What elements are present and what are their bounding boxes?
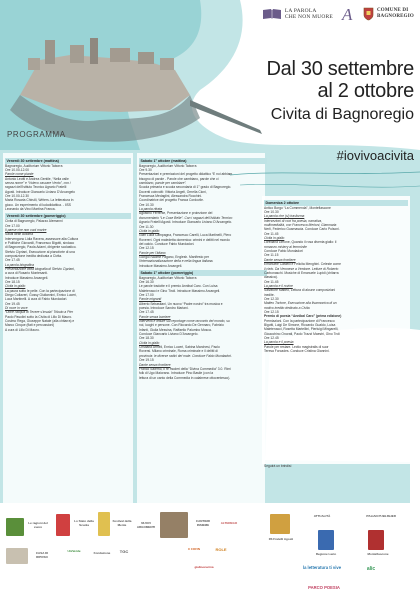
program-line: Conduce Fabio Mundadori: [264, 249, 303, 254]
program-line: Dante senza frontiere: [264, 257, 296, 262]
program-line: Ore 10.30: [264, 210, 279, 215]
logo1-line1: LA PAROLA: [284, 8, 317, 14]
title-place: Civita di Bagnoregio: [270, 106, 414, 123]
sponsor-2: Lo Stato della Scuola: [74, 519, 94, 527]
program-line: il cielo. Da Veronese a Verdone. Letture di Roberto: [264, 266, 339, 271]
program-line: Loredana Limone, Quando il rosa diventa giallo: il: [264, 240, 337, 245]
program-line: Ore 9.30: [139, 168, 152, 173]
program-line: Ore 18.15: [5, 279, 20, 284]
day-heading: Sabato 1° ottobre (pomeriggio): [139, 270, 267, 276]
program-line: Civita in giallo: [139, 340, 160, 345]
sponsor-13: gialloecucina: [194, 565, 214, 569]
program-line: Maria Rosaria Chirulli, Writers. La letteratura in: [5, 198, 74, 203]
program-line: Rovereri. Ogni maledetta domenica: crimini e delitti nel mondo: [139, 237, 230, 242]
program-line: Antonio Leotti e Andrea Gentile, “Nella valle: [5, 176, 69, 181]
program-line: Premiazioni. Con la partecipazione di Francesco: [264, 318, 335, 323]
program-line: Bagnoregio, Auditorium Vittorio Taborra: [139, 275, 197, 280]
program-line: Civita in giallo: [5, 284, 26, 289]
sponsor-1: Le ragioni del cuore: [28, 521, 48, 529]
sponsor-12: ROLE: [215, 547, 227, 552]
sponsor-21: PARCO POESIA: [308, 585, 340, 590]
program-line: Ore 12.30: [264, 296, 279, 301]
sponsor-5: CANTIERI INSIEME: [195, 519, 211, 527]
sponsor-logo-2-icon: [56, 514, 70, 536]
program-line: Franco Salerno, Il re moderi della “Divina Commedia” 3.0. Rimi: [139, 366, 231, 371]
program-line: Parole per restare. Lectio magistralis di suor: [264, 344, 329, 349]
program-line: Stelvio Cipriani, Esecuzione al pianoforte di una: [5, 249, 75, 254]
program-line: del calcio. Conduce Fabio Mundadori.: [139, 241, 195, 246]
program-line: Civita in giallo: [139, 228, 160, 233]
program-line: Ore 11.45: [264, 279, 279, 284]
program-line: Bigotti, Luigi De Simone, Riccardo Gualdo, Luisa: [264, 322, 336, 327]
logo1-line2: CHE NON MUORE: [284, 14, 333, 20]
program-line: Scuola primaria e scuola secondaria di 1° grado di Bagnoregio.: [139, 185, 232, 190]
program-line: Roversi. Milano criminale, Roma criminale e il delitti di: [139, 349, 218, 354]
program-line: bisogno di parole - Parole che cambiano, parole che ci: [139, 176, 219, 181]
program-line: Ore 10.00-12.00: [5, 168, 30, 173]
sponsor-6: ALTEREGO: [220, 521, 238, 525]
hashtag: #iovivoacivita: [336, 148, 414, 163]
program-line: Matteo Torlone, Esecuzione alla fisarmonica di un: [264, 301, 337, 306]
sponsor-15: ITALIAN PUBLISHER: [366, 514, 396, 518]
sponsor-10: TGC: [119, 549, 129, 554]
day-heading: Venerdì 30 settembre (mattina): [5, 158, 131, 164]
sponsor-logo-1-icon: [6, 518, 24, 536]
program-line: Dante senza frontiere: [139, 362, 171, 367]
program-line: senza nome” e “Volevo cascare Vento”, con i: [5, 181, 71, 186]
comune-line1: COMUNE DI: [376, 8, 409, 13]
program-line: Leonardo da Vinci Martina Franca.: [5, 207, 56, 212]
program-line: Ore 10.30: [139, 202, 154, 207]
svg-text:A: A: [341, 5, 353, 23]
sponsor-logo-5-icon: [160, 512, 188, 538]
program-line: Ore 18.30: [139, 336, 154, 341]
sponsor-7: CASA DI RIPOSO: [35, 551, 49, 559]
sponsor-logo-7-icon: [6, 548, 28, 564]
program-line: provincia: le diverse radici del male. Conduce Fabio Mundadori.: [139, 353, 232, 358]
program-line: Diego Collaveri, Gossy Giuliannini, Enrico Luceri,: [5, 293, 77, 297]
program-line: Presentazioni e premiazioni del progetto didattico “E noi abbiam: [139, 172, 233, 177]
program-line: Carbonaschi. Musiche di Emanuele Lupidi (chitarra: [264, 270, 339, 275]
la-parola-logo: [262, 8, 333, 20]
program-line: La parola e il rovine: [264, 283, 293, 288]
program-line: Docenti coinvolti: Vittoria Angeli, Ornella Cioni,: [139, 189, 207, 194]
program-line: Antico Borgo “La Commenda”, Montefiascone: [264, 205, 331, 210]
program-column-3: [264, 200, 408, 460]
sponsor-logo-18-icon: [368, 530, 384, 550]
coat-of-arms-icon: [363, 7, 374, 21]
program-line: Il paese che non vuol morire: [5, 227, 47, 232]
program-line: Ore 16.30: [139, 279, 154, 284]
program-line: composizione inedita dedicata a Civita.: [5, 253, 62, 258]
follow-note: Seguirà un brindisi: [264, 464, 292, 468]
program-line: Francesca Medaglini, Alessandra Rocchini.: [139, 194, 203, 199]
sponsor-logo-17-icon: [318, 530, 334, 550]
sponsor-3: Festival della Mente: [112, 519, 132, 527]
program-line: Ore 12.15: [139, 246, 154, 251]
program-line: Maletenacci, Rosetta Martellini, Pierluigi Mingarelli,: [264, 327, 339, 332]
sponsor-16: IIS Fratelli Agosti: [268, 537, 294, 541]
sponsor-4: NUOVI ARGOMENTI: [136, 521, 156, 529]
program-line: Parole per l’Idiano: [139, 250, 166, 255]
program-line: Infanti, Giulia Messina, Raffaello Palumbo Mosca.: [139, 327, 212, 332]
sponsor-logo-3-icon: [98, 512, 110, 536]
program-line: classica).: [264, 275, 278, 280]
program-line: Intersezioni di voci fra poesia, narrativa,: [264, 218, 323, 223]
program-line: Interventi e letture sul reportage come racconto del mondo, su: [139, 319, 230, 324]
comune-logo: [363, 7, 414, 21]
day-heading: Domenica 2 ottobre: [264, 200, 408, 206]
program-line: Ore 11.45: [264, 231, 279, 236]
program-line: Coordinatrice del progetto Franca Cordovile.: [139, 198, 204, 203]
program-line: Ore 10.00-12.30: [5, 194, 30, 199]
sponsor-11: X COFIN: [187, 547, 201, 551]
program-line: Agosti. Introduce Giancarlo Liviano D’Arcangelo: [5, 189, 76, 194]
program-line: La parola e il poesia: [264, 340, 294, 345]
program-line: Agostino Ferrente, Presentazione e proiezione del: [139, 211, 213, 216]
program-line: Agrario Fratelli Agosti. Introduce Giancarlo Liviano D’Arcangelo.: [139, 220, 233, 225]
program-line: Ore 17.45: [139, 310, 154, 315]
program-line: Di noce in voce: [5, 306, 28, 311]
program-line: a cura di Rosario Montesanti.: [5, 271, 48, 276]
program-line: motivo inedito dedicato a Civita: [264, 305, 310, 310]
program-line: La parola che (si) trasforma: [264, 214, 305, 219]
sponsor-logo-16-icon: [270, 514, 290, 534]
program-line: lettura di un canto della Commedia in calabrese ottocentesco).: [139, 375, 231, 380]
program-line: Cosimo Rega, Giuseppe Natale (alla chitarra) e: [5, 319, 75, 324]
program-line: A cura di Lillo Di Mauro.: [5, 327, 40, 332]
day-heading: Venerdì 30 settembre (pomeriggio): [5, 213, 131, 219]
program-line: Civita in giallo: [264, 236, 285, 241]
program-line: Saluti delle autorità: [5, 232, 34, 237]
program-line: Ore 12.15: [264, 309, 279, 314]
program-line: l’internazionalizzazione della e nella lingua italiana.: [139, 259, 214, 264]
program-line: Ore 12.45: [264, 336, 279, 340]
program-line: Introduce Massimo Arcangeli.: [139, 263, 183, 268]
program-line: Ore 17.00: [5, 223, 20, 228]
program-line: Marco Cinque (flati e percussioni): [5, 323, 55, 328]
program-line: Intervengono Lidia Ravera, assessore alla Cultura: [5, 236, 79, 241]
title-dates-start: Dal 30 settembre: [266, 58, 414, 80]
program-line: Luca Martinelli. A cura di Fabio Mundadori.: [5, 297, 68, 302]
program-line: Cristiana Armeli, Enrico Luceri, Sabina Marchesi, Paolo: [139, 345, 220, 350]
programma-heading: PROGRAMMA: [7, 130, 66, 139]
sponsor-18: Montefiascone: [367, 552, 389, 556]
sponsor-19: la letteratura ti vive: [302, 565, 342, 570]
program-line: Ore 19.15: [139, 358, 154, 363]
program-line: Paolo Pasolini sotto la Civita di Lillo Di Mauro.: [5, 314, 73, 319]
program-line: Bagnoregio, Auditorium Vittorio Taborra: [139, 163, 197, 168]
program-line: Salvatore Matteo, Lettura di alcune composizioni: [264, 288, 336, 293]
program-line: e Politiche Giovanili, Francesco Bigotti, sindaco: [5, 240, 75, 245]
program-line: Le parole tradotte e il premio Annibal Caro. Con Luisa: [139, 284, 218, 289]
sponsor-17: Regione Lazio: [315, 552, 337, 556]
program-line: Conduce Giancarlo Liviano D’Arcangelo.: [139, 332, 199, 337]
sponsor-8: UniVerde: [67, 549, 81, 553]
program-line: Giorgio Nadme Pagano, Englesh. Manifesto per: [139, 254, 210, 259]
program-line: Parole senza barriere: [139, 314, 171, 319]
program-line: romanzo mistery al femminile: [264, 244, 307, 249]
program-line: Ore 17.00: [139, 293, 154, 297]
program-line: Introduce Massimo Arcangeli.: [5, 275, 49, 280]
day-heading: Sabato 1° ottobre (mattina): [139, 158, 267, 164]
program-line: multimedialità, con Francesca Merloni, Gianmaria: [264, 223, 337, 228]
sponsor-20: alic: [366, 566, 376, 572]
program-line: Ore 11.15: [264, 253, 279, 258]
program-line: di Bagnoregio, Paola Adami, dirigente scolastico.: [5, 245, 77, 250]
program-line: Nerli, Federico Guarnascia. Conduce Carlo Pulsoni.: [264, 227, 340, 232]
program-line: ragazzi dell’Istituto Tecnico Agrario Fratelli: [5, 185, 67, 190]
program-line: Emanuele Castelli e Felicita Menghini. Celeste come: [264, 262, 341, 267]
program-line: Presentazione della biografia di Stelvio Cipriani,: [5, 266, 75, 271]
sponsor-14: ATTUALITÀ: [313, 514, 331, 518]
sponsor-9: Fondazione: [93, 551, 111, 555]
a-monogram-icon: [339, 5, 357, 23]
comune-line2: BAGNOREGIO: [376, 14, 414, 19]
title-dates-end: al 2 ottobre: [317, 80, 414, 102]
book-icon: [262, 8, 282, 20]
program-line: “Dove l’acqua di Tevere s’insala” Tributo a Pier: [5, 310, 73, 315]
program-line: Alberto Sebastiani, Un nuovo “Padre nostro” tra musica e: [139, 301, 223, 306]
program-line: documentario “Le Cose Belle”. Con i ragazzi dell’Istituto Tecnico: [139, 215, 233, 220]
program-line: folk di Ugo Maiorano. Introduce Pino Basile (con la: [139, 371, 214, 376]
program-line: Premio di poesia “Annibal Caro” (prima edizione): [264, 314, 342, 319]
program-line: La paura sotto le pelle. Con la partecipazione di: [5, 288, 75, 293]
program-line: Parole migranti: [139, 297, 162, 302]
program-line: La parola biografica: [5, 262, 34, 267]
program-line: poesia. Introduce Sandro Mariani.: [139, 306, 189, 311]
program-line: Teresa Forcades. Conduce Cristina Giannini.: [264, 349, 330, 354]
program-line: Ore 17.45: [5, 258, 20, 263]
program-line: noi, luoghi e persone. Con Riccardo De Gennaro, Fabrizio: [139, 323, 224, 328]
program-line: Ore 11.30: [139, 224, 154, 229]
program-line: Bagnoregio, Auditorium Vittorio Taborra: [5, 163, 63, 168]
program-line: inedite.: [264, 292, 275, 297]
program-line: Gioacchino Onorati, Paolo Trazzi Maestri, Gino Troli: [264, 331, 340, 336]
program-column-2: [139, 158, 267, 598]
program-line: cambiano, parole per cambiare”.: [139, 181, 187, 186]
header-logos: [262, 5, 414, 23]
program-line: Parole come piante: [5, 172, 34, 177]
program-line: gioco. Un esperimento di ludodidattica. - IISS: [5, 202, 71, 207]
program-line: Civita di Bagnoregio, Palazzo Alemanni: [5, 219, 63, 224]
program-line: Ore 19.45: [5, 301, 20, 306]
program-line: Maletenacci e Gino Tiroli. Introduce Massimo Arcangeli.: [139, 288, 221, 293]
program-line: La parola ritrata: [139, 207, 163, 212]
program-line: Gian Luca Campagna, Francesco Carelli, Luca Martinelli, Piero: [139, 233, 232, 238]
